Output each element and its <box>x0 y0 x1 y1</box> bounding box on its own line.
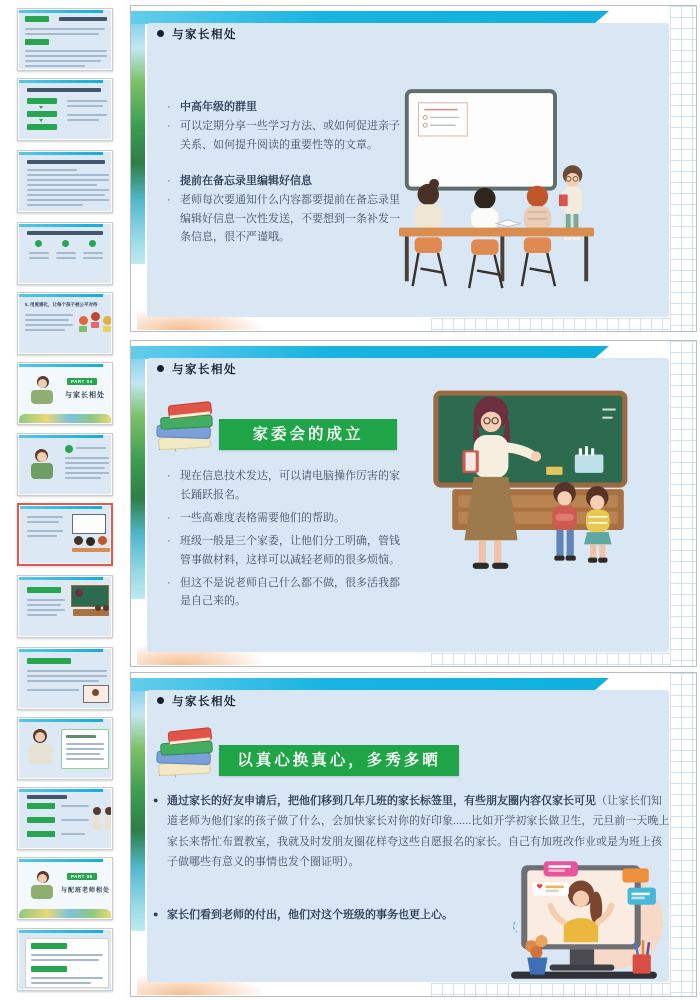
bullet-dot-icon: ● <box>153 795 159 805</box>
books-icon <box>155 399 217 457</box>
slide-canvas-1[interactable] <box>130 5 697 332</box>
slide-thumbnail-7[interactable] <box>17 433 113 496</box>
section-title: 与家长相处 <box>65 392 105 399</box>
list-item-title: · 提前在备忘录里编辑好信息 <box>167 174 312 187</box>
grid-decoration <box>431 983 670 996</box>
slide-thumbnail-13-section[interactable] <box>17 857 113 920</box>
landscape-decoration <box>131 24 145 264</box>
list-item: · 老师每次要通知什么内容都要提前在备忘录里编辑好信息一次性发送，不要想到一条补发一条信息，很不严谨哦。 <box>167 193 400 244</box>
bullet-list <box>167 467 407 611</box>
thumbnail-preview <box>19 224 111 283</box>
slide-thumbnail-9[interactable] <box>17 575 113 638</box>
slide-thumbnail-2[interactable] <box>17 78 113 141</box>
thumbnail-preview <box>19 789 111 848</box>
slide-thumbnail-3[interactable] <box>17 150 113 213</box>
thumbnail-title: 5. 用爱感化，让每个孩子被公平对待 <box>25 302 98 307</box>
slide-thumbnail-8-selected[interactable] <box>17 503 113 566</box>
paragraph-bullet: ● 通过家长的好友申请后，把他们移到几年几班的家长标签里，有些朋友圈内容仅家长可见（让家长们知道老师为他们家的孩子做了什么，会加快家长对你的好印象......比如开学初家长做卫生，元旦前一天晚上家长来帮忙布置教室，我就及时发朋友圈花样夸这些自愿报名的家长。自己有加班改作业或是为班上孩子做哪些有意义的事情也发个圈证明）。 <box>167 791 672 872</box>
grid-decoration <box>670 341 696 666</box>
list-item: · 班级一般是三个家委，让他们分工明确，管钱管事做材料，这样可以减轻老师的很多烦恼。 <box>167 534 400 566</box>
thumbnail-preview <box>19 152 111 211</box>
part-label: PART 05 <box>67 873 97 880</box>
slide-thumbnail-1[interactable] <box>17 8 113 71</box>
section-banner: 家委会的成立 <box>219 419 397 450</box>
grid-decoration <box>670 673 696 996</box>
slide-thumbnail-14[interactable] <box>17 928 113 991</box>
thumbnail-preview <box>19 294 111 353</box>
slide-thumbnail-12[interactable] <box>17 787 113 850</box>
thumbnail-preview <box>19 364 111 423</box>
bullet-dot-icon <box>157 365 164 372</box>
thumbnail-preview <box>19 930 111 989</box>
section-banner: 以真心换真心，多秀多晒 <box>219 745 459 776</box>
list-item: · 一些高难度表格需要他们的帮助。 <box>167 511 345 524</box>
list-item: · 但这不是说老师自己什么都不做，很多活我都是自己来的。 <box>167 576 400 608</box>
thumbnail-preview <box>19 10 111 69</box>
bullet-dot-icon: ● <box>153 909 159 919</box>
paragraph-bullet: ● 家长们看到老师的付出，他们对这个班级的事务也更上心。 <box>167 905 672 925</box>
grid-decoration <box>431 653 670 666</box>
thumbnail-preview <box>19 577 111 636</box>
classroom-illustration <box>399 81 594 306</box>
list-item-title: · 中高年级的群里 <box>167 101 257 113</box>
slide-thumbnail-4[interactable] <box>17 222 113 285</box>
thumbnail-preview <box>19 859 111 918</box>
thumbnail-preview <box>20 506 110 563</box>
slide-thumbnail-5[interactable] <box>17 292 113 355</box>
list-item: · 现在信息技术发达，可以请电脑操作厉害的家长踊跃报名。 <box>167 470 400 501</box>
grid-decoration <box>670 6 696 331</box>
thumbnail-preview <box>19 719 111 778</box>
slide-thumbnail-10[interactable] <box>17 647 113 710</box>
bullet-dot-icon <box>157 697 164 704</box>
thumbnail-preview <box>19 649 111 708</box>
slide-header: 与家长相处 <box>157 26 237 42</box>
books-icon <box>155 725 217 783</box>
thumbnail-preview <box>19 435 111 494</box>
slide-canvas-3[interactable] <box>130 672 697 997</box>
slide-canvas-2[interactable] <box>130 340 697 667</box>
part-label: PART 04 <box>67 378 97 385</box>
list-item: · 可以定期分享一些学习方法、或如何促进亲子关系、如何提升阅读的重要性等的文章。 <box>167 119 400 151</box>
slide-header: 与家长相处 <box>157 361 237 377</box>
thumbnail-preview <box>19 80 111 139</box>
slide-thumbnail-11[interactable] <box>17 717 113 780</box>
bullet-list <box>167 98 403 247</box>
bullet-dot-icon <box>157 30 164 37</box>
slide-header: 与家长相处 <box>157 693 237 709</box>
grid-decoration <box>431 318 670 331</box>
slide-thumbnail-rail <box>0 0 124 1000</box>
video-call-illustration <box>503 861 665 983</box>
blackboard-illustration <box>393 387 633 622</box>
slide-thumbnail-6-section[interactable] <box>17 362 113 425</box>
section-title: 与配班老师相处 <box>61 888 111 894</box>
landscape-decoration <box>131 691 145 931</box>
landscape-decoration <box>131 359 145 599</box>
